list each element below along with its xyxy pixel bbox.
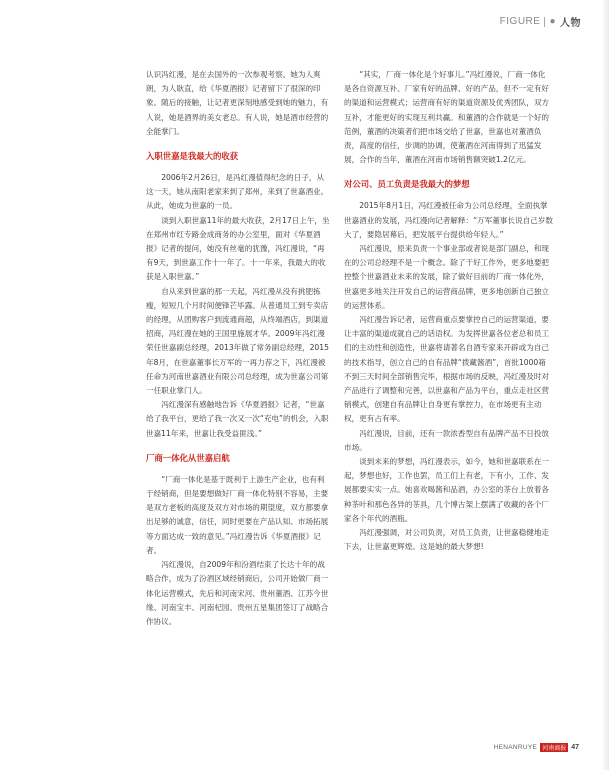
- header-divider: [544, 17, 545, 27]
- paragraph: 冯红漫说，自2009年和汾酒结束了长达十年的战略合作，成为了汾酒区域经销商后，公司开始做厂商一体化运营模式，先后和河南宋河、贵州董酒、江苏今世缘、河南宝丰、河南杞园、贵州五星集团签订了战略合作协议。: [146, 560, 329, 626]
- paragraph: 认识冯红漫，是在去国外的一次参观考察。她为人爽朗，为人耿直，给《华夏酒报》记者留下了很深的印象。随后的接触，让记者更深刻地感受到她的魅力，有人说，她是酒界的美女老总。有人说，她是酒市经营的全能掌门。: [146, 70, 329, 136]
- page-edge-shadow: [601, 0, 609, 770]
- category-label: 人物: [560, 18, 581, 29]
- paragraph: 2006年2月26日，是冯红漫值得纪念的日子，从这一天，她从南阳老家来到了郑州，来到了世嘉酒业。从此，她成为世嘉的一员。: [146, 173, 329, 211]
- paragraph: “其实，厂商一体化是个好事儿。”冯红漫说，厂商一体化是各自资源互补、厂家有好的品牌、好的产品，但不一定有好的渠道和运营模式；运营商有好的渠道资源及优秀团队，双方互补，才能更好的实现互利共赢。和董酒的合作就是一个好的范例，董酒的决策者们把市场交给了世嘉，世嘉也对董酒负责，高度的信任，步调的协调，使董酒在河南得到了迅猛发展，合作的当年，董酒在河南市场销售额突破1.2亿元。: [344, 70, 550, 165]
- paragraph: 冯红漫强调，对公司负责，对员工负责，让世嘉稳健地走下去，让世嘉更辉煌。这是她的最大梦想!: [344, 528, 550, 552]
- page-number: 47: [571, 744, 579, 751]
- left-column: [146, 68, 331, 629]
- section-heading: 对公司、员工负责是我最大的梦想: [344, 179, 470, 190]
- paragraph: 自从来到世嘉的那一天起，冯红漫从没有挑肥拣瘦，短短几个月时间便锋芒毕露。从普通员工到专卖店的经理，从团购客户到流通商超，从终端酒店，到渠道招商，冯红漫在她的王国里施展才华。2009年冯红漫荣任世嘉副总经理，2013年做了常务副总经理，2015年8月，在世嘉董事长万军的一再力荐之下，冯红漫被任命为河南世嘉酒业有限公司总经理，成为世嘉公司第一任职业掌门人。: [146, 286, 329, 396]
- page-footer: [494, 743, 579, 752]
- paragraph: 冯红漫说，原来负责一个事业部或者说是部门副总，和现在的公司总经理不是一个概念。除了干好工作外，更多地要把控整个世嘉酒业未来的发展，除了做好目前的厂商一体化外，世嘉更多地关注开发自己的运营商品牌，更多地创新自己独立的运营体系。: [344, 244, 550, 310]
- paragraph: 冯红漫告诉记者，运营商重点要掌控自己的运营渠道，要让丰富的渠道成就自己的话语权。为发挥世嘉各位老总和员工们的主动性和创造性，世嘉将请著名自酒专家来开辟或为自己的技术指导，创立自己的自有品牌“拨藏酱酒”，首批1000箱不到三天时间全部销售完毕，根据市场的反映，冯红漫及时对产品进行了调整和完善，以世嘉和产品为平台，重点走社区营销模式，创建自有品牌让自身更有掌控力，在市场更有主动权，更有占有率。: [344, 315, 550, 424]
- circle-icon: ●: [549, 16, 556, 27]
- paragraph: 谈到入职世嘉11年的最大收获，2月17日上午，坐在郑州市红专路金成商务的办公室里，面对《华夏酒报》记者的提问，她没有丝毫的犹豫，冯红漫说，“再有9天，到世嘉工作十一年了。十一年来，我最大的收获是入职世嘉。”: [146, 215, 330, 282]
- paragraph: 冯红漫说，目前，还有一款浓香型自有品牌产品不日投放市场。: [344, 428, 550, 452]
- section-label: FIGURE: [499, 16, 541, 27]
- paragraph: 2015年8月1日，冯红漫被任命为公司总经理，全面执掌世嘉酒业的发展，冯红漫向记者解释：“万军董事长说自己岁数大了，要隐居幕后，把发展平台提供给年轻人。”: [344, 201, 553, 239]
- right-column: [344, 68, 553, 555]
- brand-badge: 河南商报: [540, 743, 568, 752]
- section-heading: 入职世嘉是我最大的收获: [146, 151, 239, 162]
- paragraph: 冯红漫深有感触地告诉《华夏酒报》记者，“世嘉给了我平台，更给了我一次又一次“充电”的机会，入职世嘉11年来，世嘉让我受益匪浅。”: [146, 400, 329, 438]
- paragraph: “厂商一体化是基于既利于上游生产企业，也有利于经销商，但是要想做好厂商一体化特别不容易，主要是双方老板的高度及双方对市场的期望度，双方都要拿出足够的诚意，信任，同时更要在产品认知、市场拓展等方面达成一致的意见。”冯红漫告诉《华夏酒报》记者。: [146, 474, 329, 555]
- paragraph: 谈到未来的梦想，冯红漫表示，如今，她和世嘉联系在一起，梦想也好，工作也罢，员工们上有老，下有小，工作、发展都要实实一点。她喜欢喝酱和品酒，办公室的茶台上放着各种茶叶和那色各异的茶具，几个博古架上摆满了收藏的各个厂家各个年代的酒瓶。: [344, 457, 550, 523]
- section-heading: 厂商一体化从世嘉启航: [146, 452, 230, 463]
- publication-name: HENANRUYE: [493, 744, 538, 751]
- page-header: [500, 14, 581, 29]
